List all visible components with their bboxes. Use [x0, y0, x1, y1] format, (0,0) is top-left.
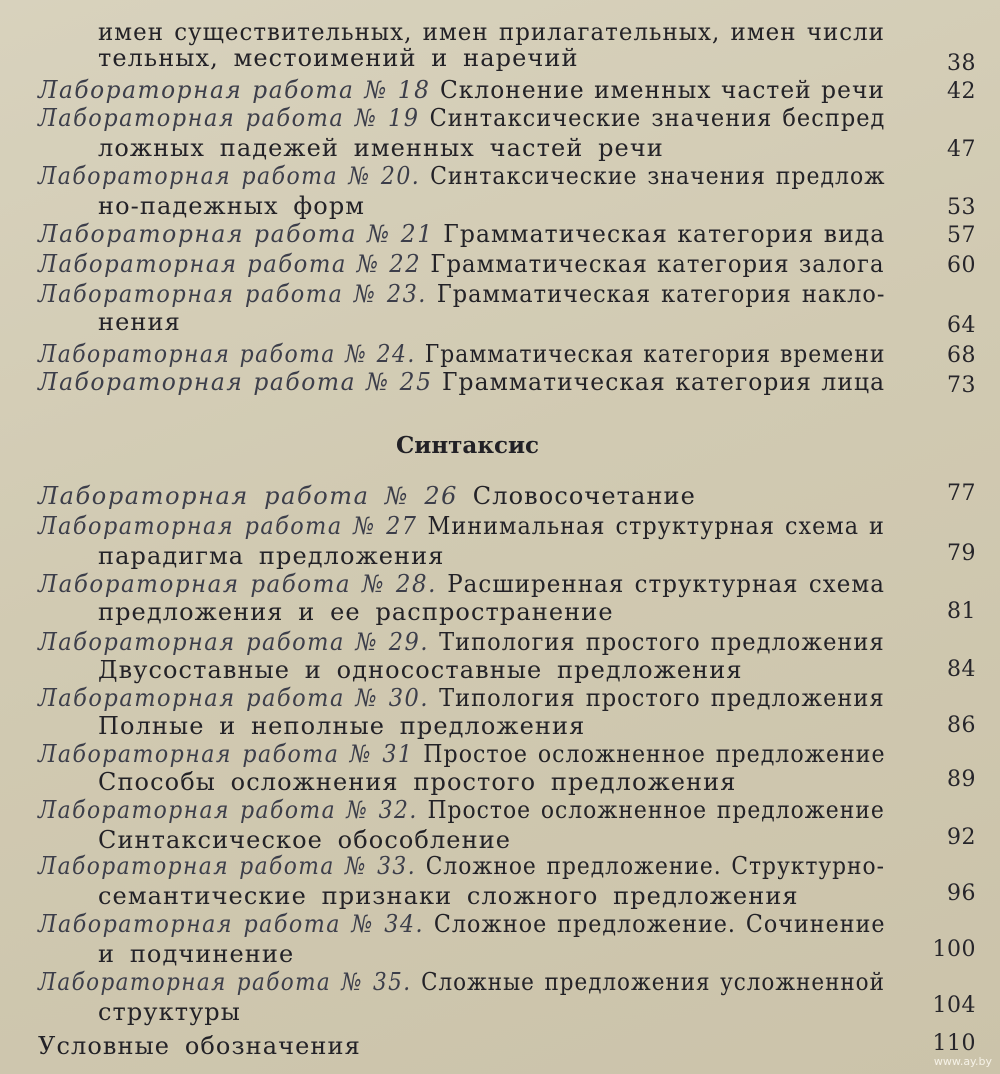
watermark: www.ay.by	[933, 1055, 992, 1068]
entry-title: Грамматическая категория времени	[424, 340, 886, 368]
page-number: 81	[947, 599, 976, 624]
toc-entry-line	[38, 162, 885, 190]
toc-entry-line	[38, 280, 885, 308]
toc-entry-line	[38, 910, 886, 938]
entry-title: Грамматическая категория залога	[430, 250, 885, 278]
entry-title: но-падежных форм	[98, 192, 366, 220]
toc-entry-line	[38, 1032, 361, 1060]
toc-entry-line	[98, 598, 614, 626]
page-number: 84	[947, 657, 976, 682]
page-number: 64	[947, 313, 976, 338]
toc-entry-line	[98, 308, 181, 336]
entry-title: Грамматическая категория лица	[442, 368, 886, 396]
toc-entry-line	[38, 104, 885, 132]
page-number: 60	[947, 253, 976, 278]
entry-title: Минимальная структурная схема и	[427, 512, 885, 540]
lab-work-label: Лабораторная работа № 33.	[38, 852, 417, 880]
page-number: 57	[947, 223, 976, 248]
entry-title: нения	[98, 308, 181, 336]
entry-title: Типология простого предложения	[439, 684, 885, 712]
page-number: 42	[947, 79, 976, 104]
toc-entry-line	[38, 684, 885, 712]
page-number: 38	[947, 51, 976, 76]
toc-entry-line	[38, 340, 885, 368]
toc-entry-line	[38, 512, 885, 540]
entry-title: Сложное предложение. Структурно-	[425, 852, 885, 880]
page-number: 104	[932, 993, 976, 1018]
entry-title: семантические признаки сложного предложения	[98, 882, 799, 910]
entry-title: Грамматическая категория накло-	[436, 280, 886, 308]
page-number: 47	[947, 137, 976, 162]
toc-entry-line	[38, 740, 886, 768]
entry-title: Сложные предложения усложненной	[421, 968, 885, 996]
toc-entry-line	[38, 852, 885, 880]
lab-work-label: Лабораторная работа № 28.	[38, 570, 437, 598]
entry-title: Простое осложненное предложение	[423, 740, 886, 768]
entry-title: Полные и неполные предложения	[98, 712, 586, 740]
entry-title: Грамматическая категория вида	[443, 220, 886, 248]
entry-title: тельных, местоимений и наречий	[98, 44, 579, 72]
toc-entry-line	[38, 368, 885, 396]
toc-entry-line	[38, 250, 885, 278]
entry-title: Синтаксическое обособление	[98, 826, 512, 854]
entry-title: структуры	[98, 998, 241, 1026]
entry-title: парадигма предложения	[98, 542, 445, 570]
entry-title: предложения и ее распространение	[98, 598, 614, 626]
page-number: 68	[947, 343, 976, 368]
entry-title: Синтаксические значения предлож	[430, 162, 886, 190]
toc-entry-line	[98, 998, 241, 1026]
lab-work-label: Лабораторная работа № 31	[38, 740, 414, 768]
toc-entry-line	[38, 220, 885, 248]
toc-entry-line	[98, 826, 511, 854]
lab-work-label: Лабораторная работа № 21	[38, 220, 434, 248]
lab-work-label: Лабораторная работа № 26	[38, 482, 459, 510]
toc-entry-line	[98, 44, 579, 72]
lab-work-label: Лабораторная работа № 30.	[38, 684, 430, 712]
toc-entry-line	[98, 18, 885, 46]
lab-work-label: Лабораторная работа № 27	[38, 512, 418, 540]
lab-work-label: Лабораторная работа № 35.	[38, 968, 412, 996]
entry-title: Расширенная структурная схема	[447, 570, 886, 598]
toc-entry-line	[98, 542, 444, 570]
page-number: 89	[947, 767, 976, 792]
page-number: 53	[947, 195, 976, 220]
lab-work-label: Лабораторная работа № 22	[38, 250, 422, 278]
page-number: 110	[932, 1031, 976, 1056]
entry-title: Склонение именных частей речи	[439, 76, 885, 104]
page-number: 100	[932, 937, 976, 962]
entry-title: ложных падежей именных частей речи	[98, 134, 664, 162]
page-number: 86	[947, 713, 976, 738]
page-number: 73	[947, 373, 976, 398]
toc-entry-line	[38, 76, 885, 104]
lab-work-label: Лабораторная работа № 34.	[38, 910, 424, 938]
entry-title: Словосочетание	[472, 482, 696, 510]
entry-title: Двусоставные и односоставные предложения	[98, 656, 743, 684]
page-number: 77	[947, 481, 976, 506]
lab-work-label: Лабораторная работа № 23.	[38, 280, 427, 308]
entry-title: имен существительных, имен прилагательных, имен числи	[98, 18, 885, 46]
entry-title: и подчинение	[98, 940, 295, 968]
lab-work-label: Лабораторная работа № 20.	[38, 162, 421, 190]
lab-work-label: Лабораторная работа № 19	[38, 104, 420, 132]
lab-work-label: Лабораторная работа № 32.	[38, 796, 418, 824]
page-number: 79	[947, 541, 976, 566]
toc-entry-line	[98, 134, 664, 162]
entry-title: Типология простого предложения	[439, 628, 885, 656]
toc-entry-line	[98, 768, 736, 796]
toc-entry-line	[38, 968, 885, 996]
toc-entry-line	[98, 656, 743, 684]
lab-work-label: Лабораторная работа № 18	[38, 76, 431, 104]
toc-entry-line	[98, 192, 365, 220]
toc-entry-line	[98, 712, 585, 740]
lab-work-label: Лабораторная работа № 29.	[38, 628, 430, 656]
entry-title: Сложное предложение. Сочинение	[433, 910, 886, 938]
lab-work-label: Лабораторная работа № 25	[38, 368, 433, 396]
entry-title: Способы осложнения простого предложения	[98, 768, 737, 796]
toc-entry-line	[98, 882, 799, 910]
toc-entry-line	[38, 482, 696, 510]
toc-entry-line	[38, 796, 885, 824]
entry-title: Условные обозначения	[38, 1032, 361, 1060]
lab-work-label: Лабораторная работа № 24.	[38, 340, 416, 368]
entry-title: Простое осложненное предложение	[427, 796, 885, 824]
section-heading: Синтаксис	[395, 432, 540, 459]
entry-title: Синтаксические значения беспред	[429, 104, 886, 132]
toc-entry-line	[98, 940, 294, 968]
page-number: 92	[947, 825, 976, 850]
toc-entry-line	[38, 570, 885, 598]
toc-entry-line	[38, 628, 885, 656]
page-number: 96	[947, 881, 976, 906]
